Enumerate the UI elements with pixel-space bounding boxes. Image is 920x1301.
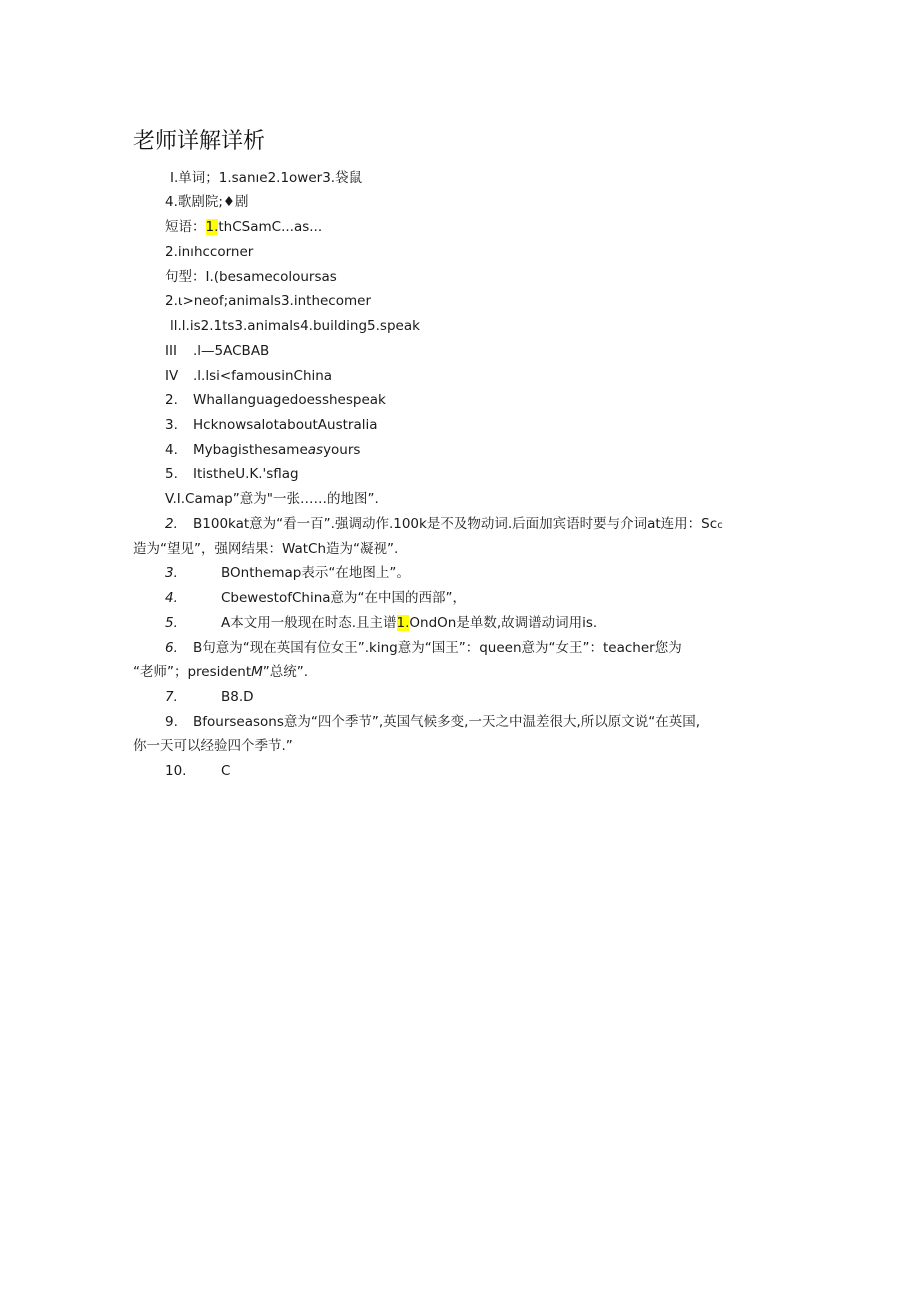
item-text: CbewestofChina意为“在中国的西部”， bbox=[221, 590, 467, 606]
item-text: HcknowsalotaboutAustralia bbox=[193, 417, 378, 433]
item-text-italic: M bbox=[251, 664, 263, 680]
answer-line-section-3 bbox=[165, 342, 269, 360]
answer-line-5-6-cont bbox=[133, 663, 308, 681]
answer-line-sentence-patterns-cont: 2.ι>neof;animals3.inthecomer bbox=[165, 293, 372, 309]
answer-line-5-5 bbox=[165, 614, 597, 632]
item-number: IV bbox=[165, 368, 179, 384]
item-text: ”总统”. bbox=[262, 664, 309, 680]
answer-line-5-3 bbox=[165, 564, 410, 582]
page-title: 老师详解详析 bbox=[133, 129, 266, 154]
answer-line-5-2-cont: 造为“望见”，强网结果：WatCh造为“凝视”. bbox=[133, 541, 399, 557]
item-text: A本文用一般现在时态.且主谱 bbox=[221, 615, 397, 631]
highlighted-number: 1. bbox=[396, 615, 410, 631]
item-text-italic: as bbox=[307, 442, 324, 458]
answer-line-section-2: ll.l.is2.1ts3.animals4.building5.speak bbox=[170, 318, 420, 334]
answer-line-5-2 bbox=[165, 515, 723, 535]
item-number: 5. bbox=[165, 466, 178, 482]
answer-line-phrases-cont: 2.inıhccorner bbox=[165, 244, 254, 260]
item-number: 2. bbox=[165, 516, 178, 532]
item-number: 2. bbox=[165, 392, 178, 408]
answer-line-4-2 bbox=[165, 391, 386, 409]
answer-line-5-10 bbox=[165, 762, 230, 780]
answer-line-section-4 bbox=[165, 367, 332, 385]
item-number: 3. bbox=[165, 417, 178, 433]
answer-line-sentence-patterns: 句型：I.(besamecoloursas bbox=[165, 269, 337, 285]
answer-line-vocabulary-cont: 4.歌剧院;♦剧 bbox=[165, 194, 249, 210]
item-number: 5. bbox=[165, 615, 178, 631]
item-text: B8.D bbox=[221, 689, 254, 705]
item-text: “老师”；president bbox=[133, 664, 252, 680]
answer-line-4-4 bbox=[165, 441, 360, 459]
answer-line-section-5: V.I.Camap”意为"一张……的地图”. bbox=[165, 491, 379, 507]
answer-line-4-3 bbox=[165, 416, 378, 434]
answer-line-5-9 bbox=[165, 713, 700, 731]
item-text: Whallanguagedoesshespeak bbox=[193, 392, 386, 408]
item-text: Mybagisthesame bbox=[193, 442, 308, 458]
item-number: III bbox=[165, 343, 177, 359]
phrases-text: thCSamC...as... bbox=[218, 219, 323, 235]
item-text-sub: c bbox=[717, 520, 723, 531]
answer-line-5-7 bbox=[165, 688, 254, 706]
answer-line-5-4 bbox=[165, 589, 466, 607]
item-text: ItistheU.K.'sflag bbox=[193, 466, 299, 482]
item-text: B100kat意为“看一百”.强调动作.100k是不及物动词.后面加宾语时要与介词at连用：Sc bbox=[193, 516, 718, 532]
item-text: OndOn是单数,故调谱动词用is. bbox=[409, 615, 598, 631]
answer-line-phrases bbox=[165, 218, 322, 236]
item-number: 4. bbox=[165, 442, 178, 458]
item-number: 4. bbox=[165, 590, 178, 606]
item-text: Bfourseasons意为“四个季节”,英国气候多变,一天之中温差很大,所以原文说“在英国, bbox=[193, 714, 701, 730]
item-text: B句意为“现在英国有位女王”.king意为“国王”：queen意为“女王”：teacher您为 bbox=[193, 640, 682, 656]
item-text: C bbox=[221, 763, 231, 779]
item-number: 10. bbox=[165, 763, 187, 779]
answer-line-5-9-cont: 你一天可以经验四个季节.” bbox=[133, 738, 293, 754]
item-number: 6. bbox=[165, 640, 178, 656]
answer-line-vocabulary: I.单词；1.sanıe2.1ower3.袋鼠 bbox=[170, 170, 363, 186]
answer-line-4-5 bbox=[165, 465, 299, 483]
item-text: yours bbox=[323, 442, 361, 458]
answer-line-5-6 bbox=[165, 639, 682, 657]
item-number: 9. bbox=[165, 714, 178, 730]
highlighted-number: 1. bbox=[205, 219, 219, 235]
phrases-label: 短语： bbox=[165, 219, 206, 235]
item-text: .l—5ACBAB bbox=[193, 343, 270, 359]
item-number: 3. bbox=[165, 565, 178, 581]
item-number: 7. bbox=[165, 689, 178, 705]
item-text: .l.lsi<famousinChina bbox=[193, 368, 333, 384]
item-text: BOnthemap表示“在地图上”。 bbox=[221, 565, 410, 581]
